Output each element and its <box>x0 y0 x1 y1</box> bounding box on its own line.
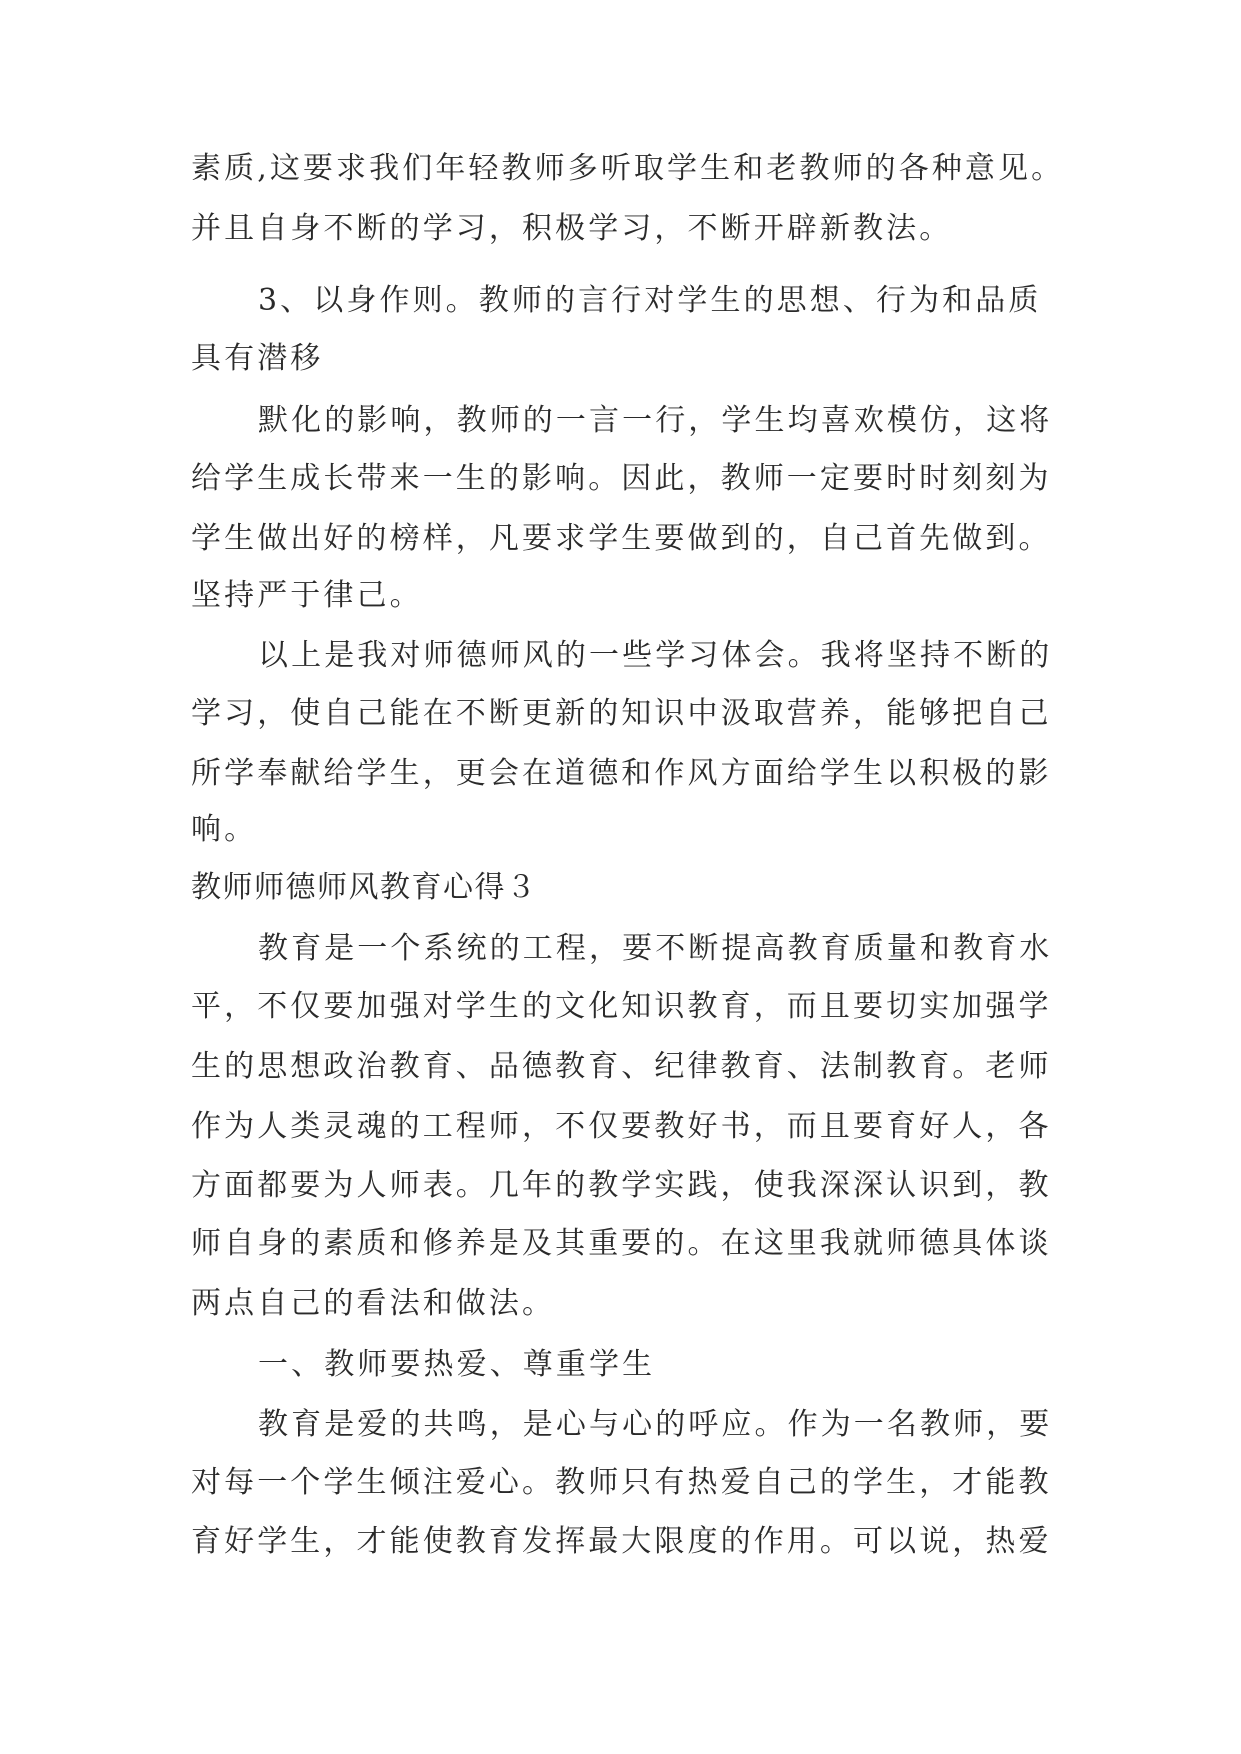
text-line: 生的思想政治教育、品德教育、纪律教育、法制教育。老师 <box>191 1049 1052 1084</box>
text-line: 教育是爱的共鸣，是心与心的呼应。作为一名教师，要 <box>258 1407 1053 1442</box>
text-line: 3、以身作则。教师的言行对学生的思想、行为和品质 <box>258 283 1042 318</box>
text-line: 并且自身不断的学习，积极学习，不断开辟新教法。 <box>191 211 953 246</box>
text-line: 作为人类灵魂的工程师，不仅要教好书，而且要育好人，各 <box>191 1109 1052 1144</box>
text-line: 具有潜移 <box>191 341 324 376</box>
text-line: 师自身的素质和修养是及其重要的。在这里我就师德具体谈 <box>191 1226 1052 1261</box>
text-line: 两点自己的看法和做法。 <box>191 1286 556 1321</box>
text-line: 素质,这要求我们年轻教师多听取学生和老教师的各种意见。 <box>191 151 1065 186</box>
text-line: 对每一个学生倾注爱心。教师只有热爱自己的学生，才能教 <box>191 1465 1052 1500</box>
text-line: 坚持严于律己。 <box>191 578 423 613</box>
section-heading: 教师师德师风教育心得３ <box>191 870 538 905</box>
subsection-heading: 一、教师要热爱、尊重学生 <box>258 1347 656 1382</box>
text-line: 给学生成长带来一生的影响。因此，教师一定要时时刻刻为 <box>191 461 1052 496</box>
text-line: 默化的影响，教师的一言一行，学生均喜欢模仿，这将 <box>258 403 1053 438</box>
text-line: 以上是我对师德师风的一些学习体会。我将坚持不断的 <box>258 638 1053 673</box>
text-line: 响。 <box>191 812 258 847</box>
text-line: 学习，使自己能在不断更新的知识中汲取营养，能够把自己 <box>191 696 1052 731</box>
text-line: 学生做出好的榜样，凡要求学生要做到的，自己首先做到。 <box>191 521 1052 556</box>
text-line: 教育是一个系统的工程，要不断提高教育质量和教育水 <box>258 931 1053 966</box>
text-line: 平，不仅要加强对学生的文化知识教育，而且要切实加强学 <box>191 989 1052 1024</box>
text-line: 方面都要为人师表。几年的教学实践，使我深深认识到，教 <box>191 1168 1052 1203</box>
text-line: 育好学生，才能使教育发挥最大限度的作用。可以说，热爱 <box>191 1524 1052 1559</box>
text-line: 所学奉献给学生，更会在道德和作风方面给学生以积极的影 <box>191 756 1052 791</box>
